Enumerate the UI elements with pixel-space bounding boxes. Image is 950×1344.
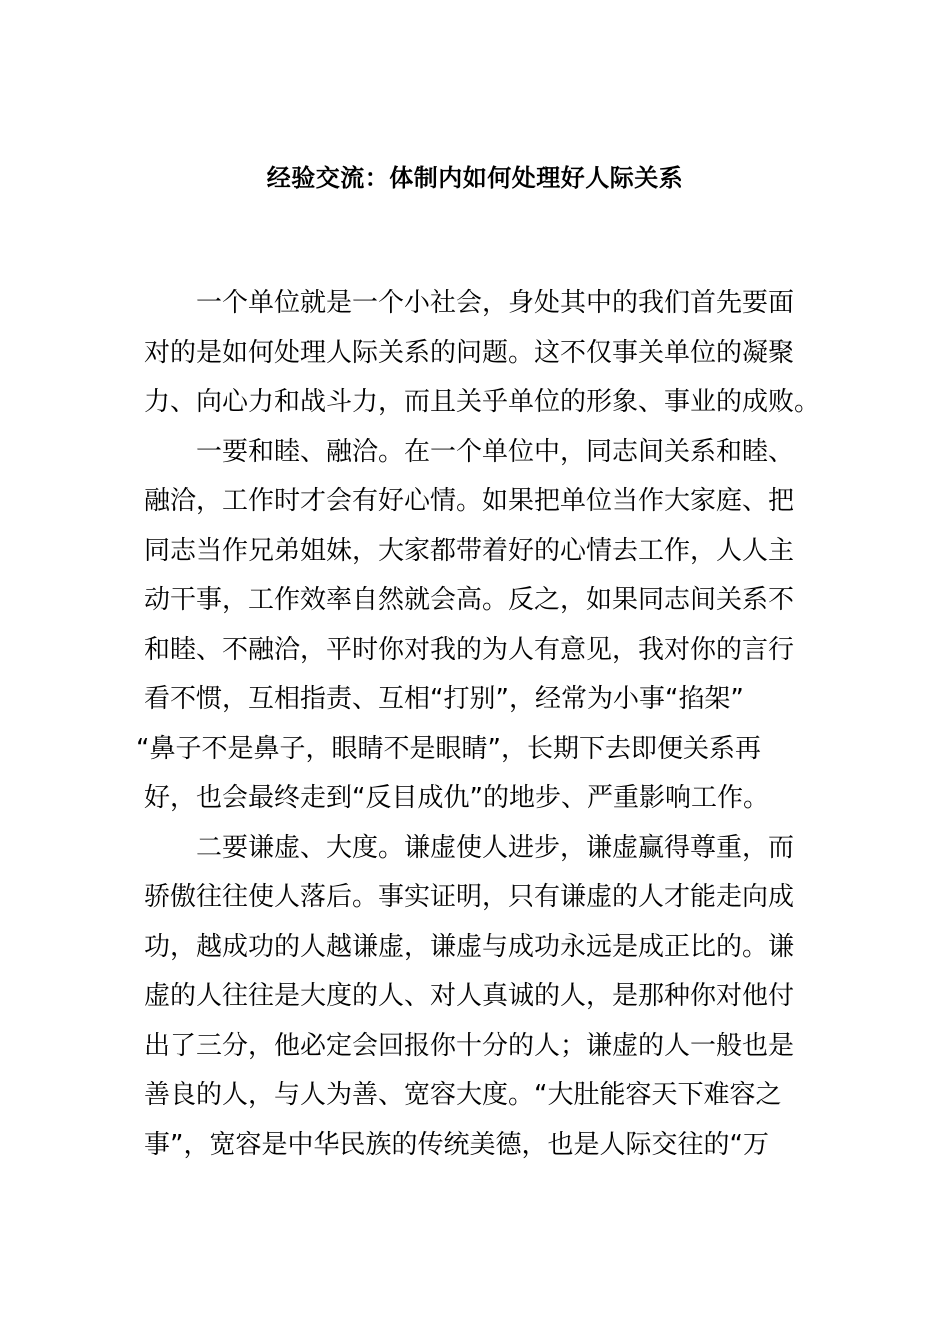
text-line: “鼻子不是鼻子，眼睛不是眼睛”，长期下去即便关系再 bbox=[136, 733, 761, 764]
document-body bbox=[136, 279, 821, 1170]
text-line: 虚的人往往是大度的人、对人真诚的人，是那种你对他付 bbox=[144, 981, 795, 1011]
document-title: 经验交流：体制内如何处理好人际关系 bbox=[266, 164, 684, 192]
text-line: 善良的人，与人为善、宽容大度。“大肚能容天下难容之 bbox=[144, 1080, 782, 1110]
text-line: 对的是如何处理人际关系的问题。这不仅事关单位的凝聚 bbox=[144, 337, 795, 368]
text-line: 一要和睦、融洽。在一个单位中，同志间关系和睦、 bbox=[196, 436, 795, 467]
text-line: 力、向心力和战斗力，而且关乎单位的形象、事业的成败。 bbox=[144, 387, 821, 417]
text-line: 和睦、不融洽，平时你对我的为人有意见，我对你的言行 bbox=[144, 634, 795, 665]
text-line: 一个单位就是一个小社会，身处其中的我们首先要面 bbox=[196, 288, 795, 318]
text-line: 动干事，工作效率自然就会高。反之，如果同志间关系不 bbox=[144, 585, 795, 615]
text-line: 看不惯，互相指责、互相“打别”，经常为小事“掐架” bbox=[144, 684, 744, 714]
text-line: 骄傲往往使人落后。事实证明，只有谦虚的人才能走向成 bbox=[144, 882, 795, 912]
text-line: 二要谦虚、大度。谦虚使人进步，谦虚赢得尊重，而 bbox=[196, 832, 795, 863]
text-line: 好，也会最终走到“反目成仇”的地步、严重影响工作。 bbox=[144, 783, 769, 813]
text-line: 出了三分，他必定会回报你十分的人；谦虚的人一般也是 bbox=[144, 1030, 795, 1061]
text-line: 事”，宽容是中华民族的传统美德，也是人际交往的“万 bbox=[144, 1129, 769, 1160]
text-line: 同志当作兄弟姐妹，大家都带着好的心情去工作，人人主 bbox=[144, 535, 795, 566]
text-line: 融洽，工作时才会有好心情。如果把单位当作大家庭、把 bbox=[144, 486, 795, 516]
text-line: 功，越成功的人越谦虚，谦虚与成功永远是成正比的。谦 bbox=[144, 931, 795, 962]
